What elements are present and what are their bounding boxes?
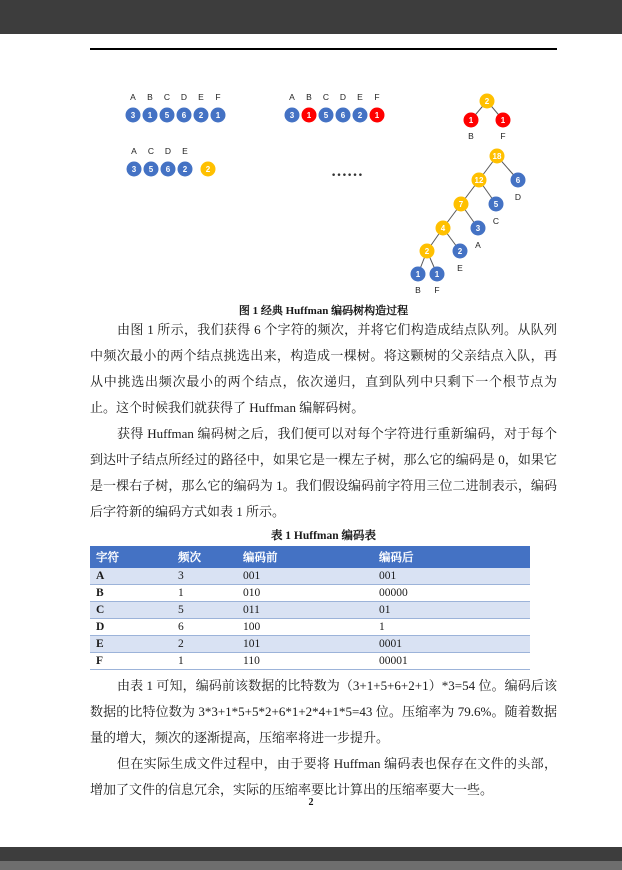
node-letter: D <box>514 192 522 202</box>
table-row <box>90 636 530 653</box>
char-cell: D <box>96 621 105 633</box>
table-row <box>90 653 530 670</box>
table-row <box>90 568 530 585</box>
node-value: 5 <box>148 165 154 174</box>
node-letter: E <box>357 92 363 102</box>
node-value: 5 <box>164 111 170 120</box>
node-letter: F <box>374 92 380 102</box>
node-value: 6 <box>515 176 521 185</box>
node-value: 1 <box>415 270 421 279</box>
value-cell: 1 <box>379 621 385 633</box>
table-header-cell: 编码后 <box>373 546 530 568</box>
node-letter: D <box>180 92 188 102</box>
node-value: 2 <box>484 97 490 106</box>
huffman-code-table <box>90 546 530 670</box>
char-cell: B <box>96 587 104 599</box>
node-letter: E <box>182 146 188 156</box>
body-paragraph-1: 由图 1 所示，我们获得 6 个字符的频次，并将它们构造成结点队列。从队列中频次最小的两个结点挑选出来，构造成一棵树。将这颗树的父亲结点入队，再从中挑选出频次最小的两个结点，依次递归，直到队列中只剩下一个根节点为止。这个时候我们就获得了 Huffman 编解码树。 <box>90 322 557 415</box>
value-cell: 3 <box>178 570 184 582</box>
node-value: 4 <box>440 224 446 233</box>
value-cell: 00001 <box>379 655 408 667</box>
node-letter: A <box>130 92 136 102</box>
node-letter: B <box>415 285 421 295</box>
table-row <box>90 602 530 619</box>
node-value: 1 <box>434 270 440 279</box>
document-page <box>0 34 622 847</box>
table-header-cell: 字符 <box>90 546 172 568</box>
node-letter: C <box>163 92 171 102</box>
value-cell: 0001 <box>379 638 402 650</box>
node-letter: F <box>500 131 506 141</box>
node-letter: B <box>306 92 312 102</box>
node-value: 1 <box>147 111 153 120</box>
node-letter: B <box>147 92 153 102</box>
node-value: 5 <box>323 111 329 120</box>
node-letter: A <box>289 92 295 102</box>
value-cell: 011 <box>243 604 260 616</box>
header-rule <box>90 48 557 50</box>
value-cell: 001 <box>379 570 397 582</box>
node-value: 1 <box>215 111 221 120</box>
value-cell: 1 <box>178 587 184 599</box>
node-value: 6 <box>165 165 171 174</box>
table-row <box>90 585 530 602</box>
node-value: 6 <box>181 111 187 120</box>
node-letter: F <box>434 285 440 295</box>
char-cell: C <box>96 604 105 616</box>
table-header-cell: 编码前 <box>237 546 373 568</box>
char-cell: E <box>96 638 104 650</box>
node-value: 1 <box>500 116 506 125</box>
node-value: 2 <box>357 111 363 120</box>
node-letter: E <box>457 263 463 273</box>
node-value: 3 <box>130 111 136 120</box>
viewer-bottom-strip <box>0 861 622 870</box>
node-value: 3 <box>475 224 481 233</box>
node-value: 2 <box>182 165 188 174</box>
node-value: 2 <box>457 247 463 256</box>
node-letter: D <box>339 92 347 102</box>
value-cell: 01 <box>379 604 391 616</box>
value-cell: 1 <box>178 655 184 667</box>
huffman-figure <box>90 88 560 300</box>
char-cell: F <box>96 655 104 667</box>
node-letter: D <box>164 146 172 156</box>
value-cell: 010 <box>243 587 261 599</box>
node-value: 2 <box>205 165 211 174</box>
node-value: 1 <box>374 111 380 120</box>
char-cell: A <box>96 570 105 582</box>
table-header-cell: 频次 <box>172 546 237 568</box>
value-cell: 5 <box>178 604 184 616</box>
node-value: 1 <box>468 116 474 125</box>
body-paragraph-3: 由表 1 可知，编码前该数据的比特数为（3+1+5+6+2+1）*3=54 位。编码后该数据的比特位数为 3*3+1*5+5*2+6*1+2*4+1*5=43 位。压缩率为 79.6%。随着数据量的增大，频次的逐渐提高，压缩率将进一步提升。 <box>90 678 557 745</box>
node-value: 7 <box>458 200 464 209</box>
table-header-row <box>90 546 530 568</box>
table-caption: 表 1 Huffman 编码表 <box>270 530 377 542</box>
node-letter: B <box>468 131 474 141</box>
body-paragraph-4: 但在实际生成文件过程中，由于要将 Huffman 编码表也保存在文件的头部，增加了文件的信息冗余，实际的压缩率要比计算出的压缩率要大一些。 <box>90 756 557 797</box>
value-cell: 001 <box>243 570 261 582</box>
node-value: 3 <box>131 165 137 174</box>
value-cell: 2 <box>178 638 184 650</box>
node-letter: C <box>492 216 500 226</box>
node-letter: C <box>322 92 330 102</box>
node-value: 6 <box>340 111 346 120</box>
node-letter: A <box>475 240 481 250</box>
node-value: 5 <box>493 200 499 209</box>
ellipsis: …… <box>331 163 363 180</box>
node-value: 12 <box>474 176 484 185</box>
table-row <box>90 619 530 636</box>
viewer-bottom-bar <box>0 847 622 870</box>
node-value: 2 <box>424 247 430 256</box>
node-letter: F <box>215 92 221 102</box>
figure-caption: 图 1 经典 Huffman 编码树构造过程 <box>238 305 409 317</box>
body-paragraph-2: 获得 Huffman 编码树之后，我们便可以对每个字符进行重新编码，对于每个到达叶子结点所经过的路径中，如果它是一棵左子树，那么它的编码是 0，如果它是一棵右子树，那么它的编码为 1。我们假设编码前字符用三位二进制表示，编码后字符新的编码方式如表 1 所示。 <box>90 426 557 519</box>
node-value: 3 <box>289 111 295 120</box>
value-cell: 110 <box>243 655 260 667</box>
value-cell: 00000 <box>379 587 408 599</box>
viewer-top-bar <box>0 0 622 34</box>
node-value: 2 <box>198 111 204 120</box>
node-value: 18 <box>492 152 502 161</box>
page-content <box>90 302 557 803</box>
node-letter: A <box>131 146 137 156</box>
node-value: 1 <box>306 111 312 120</box>
value-cell: 101 <box>243 638 261 650</box>
node-letter: C <box>147 146 155 156</box>
page-number: 2 <box>308 797 314 808</box>
node-letter: E <box>198 92 204 102</box>
value-cell: 100 <box>243 621 261 633</box>
value-cell: 6 <box>178 621 184 633</box>
